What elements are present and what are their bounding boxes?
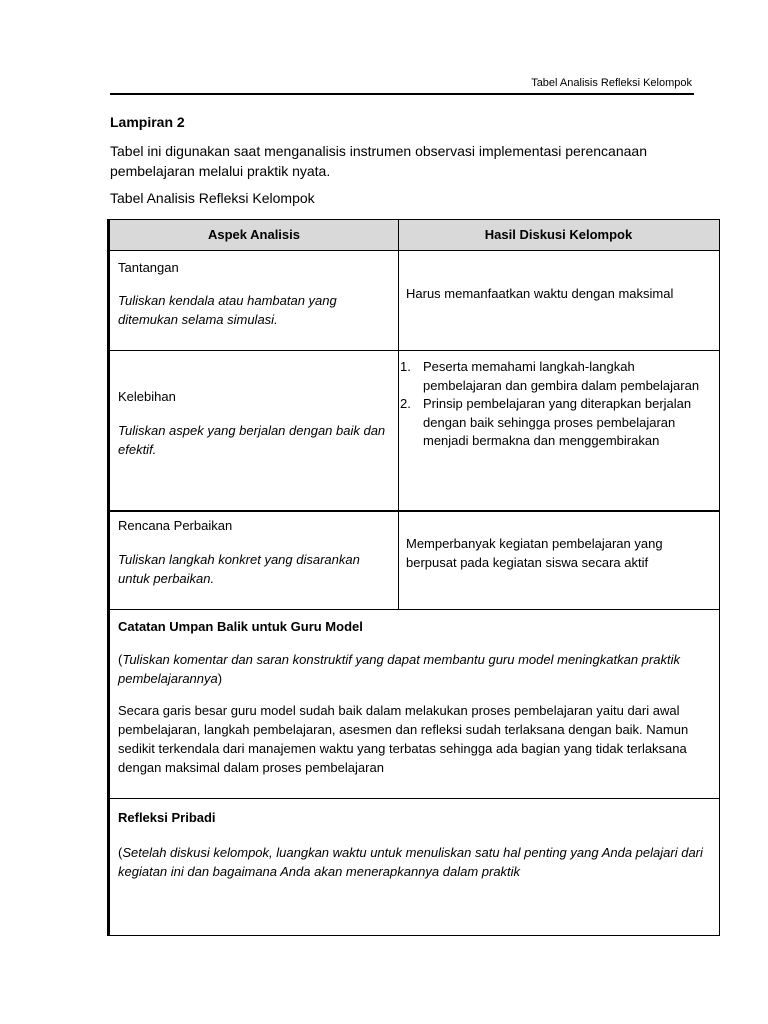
- row-divider: [110, 350, 719, 351]
- row-divider: [110, 798, 719, 799]
- row-hint-strengths: Tuliskan aspek yang berjalan dengan baik dan efektif.: [118, 423, 386, 457]
- reflection-hint-text: Setelah diskusi kelompok, luangkan waktu untuk menuliskan satu hal penting yang Anda pelajari dari kegiatan ini dan bagaimana Anda akan menerapkannya dalam praktik: [118, 845, 703, 879]
- header-result: Hasil Diskusi Kelompok: [484, 227, 633, 242]
- running-header: Tabel Analisis Refleksi Kelompok: [531, 77, 692, 89]
- reflection-hint: [118, 843, 708, 881]
- row-divider: [110, 510, 719, 512]
- appendix-label: Lampiran 2: [110, 114, 185, 130]
- row-title-strengths: Kelebihan: [118, 389, 176, 404]
- feedback-body: Secara garis besar guru model sudah baik dalam melakukan proses pembelajaran yaitu dari awal pembelajaran, langkah pembelajaran, asesmen dan refleksi sudah terlaksana dengan baik. Namun sedikit terkendala dari manajemen waktu yang terbatas sehingga ada bagian yang tidak terlaksana dengan maksimal dalam proses pembelajaran: [118, 703, 689, 775]
- list-item: [400, 395, 706, 451]
- feedback-hint-open: (: [118, 652, 123, 667]
- feedback-hint-text: Tuliskan komentar dan saran konstruktif yang dapat membantu guru model meningkatkan praktik pembelajarannya: [118, 652, 680, 686]
- list-item-number: 1.: [400, 359, 411, 374]
- feedback-title: Catatan Umpan Balik untuk Guru Model: [118, 619, 363, 634]
- reflection-hint-open: (: [118, 845, 123, 860]
- column-divider: [398, 220, 399, 610]
- list-item-text: Prinsip pembelajaran yang diterapkan berjalan dengan baik sehingga proses pembelajaran menjadi bermakna dan menggembirakan: [423, 396, 692, 448]
- list-item-text: Peserta memahami langkah-langkah pembelajaran dan gembira dalam pembelajaran: [423, 359, 700, 393]
- intro-paragraph: Tabel ini digunakan saat menganalisis instrumen observasi implementasi perencanaan pembelajaran melalui praktik nyata.: [110, 143, 647, 179]
- reflection-table: [109, 219, 720, 936]
- header-rule: [110, 93, 694, 95]
- header-aspect: Aspek Analisis: [207, 227, 300, 242]
- row-divider: [110, 609, 719, 610]
- row-hint-challenge: Tuliskan kendala atau hambatan yang ditemukan selama simulasi.: [118, 293, 337, 327]
- feedback-hint-close: ): [217, 671, 223, 686]
- reflection-title: Refleksi Pribadi: [118, 810, 216, 825]
- row-answer-improvement: Memperbanyak kegiatan pembelajaran yang berpusat pada kegiatan siswa secara aktif: [406, 536, 663, 570]
- strengths-list: [400, 358, 706, 451]
- table-title: Tabel Analisis Refleksi Kelompok: [110, 190, 315, 206]
- feedback-hint: [118, 650, 708, 688]
- row-hint-improvement: Tuliskan langkah konkret yang disarankan untuk perbaikan.: [118, 552, 360, 586]
- list-item: [400, 358, 706, 395]
- row-title-challenge: Tantangan: [118, 260, 179, 275]
- list-item-number: 2.: [400, 396, 411, 411]
- table-header-row: [110, 220, 719, 251]
- row-title-improvement: Rencana Perbaikan: [118, 518, 233, 533]
- row-answer-challenge: Harus memanfaatkan waktu dengan maksimal: [406, 286, 674, 301]
